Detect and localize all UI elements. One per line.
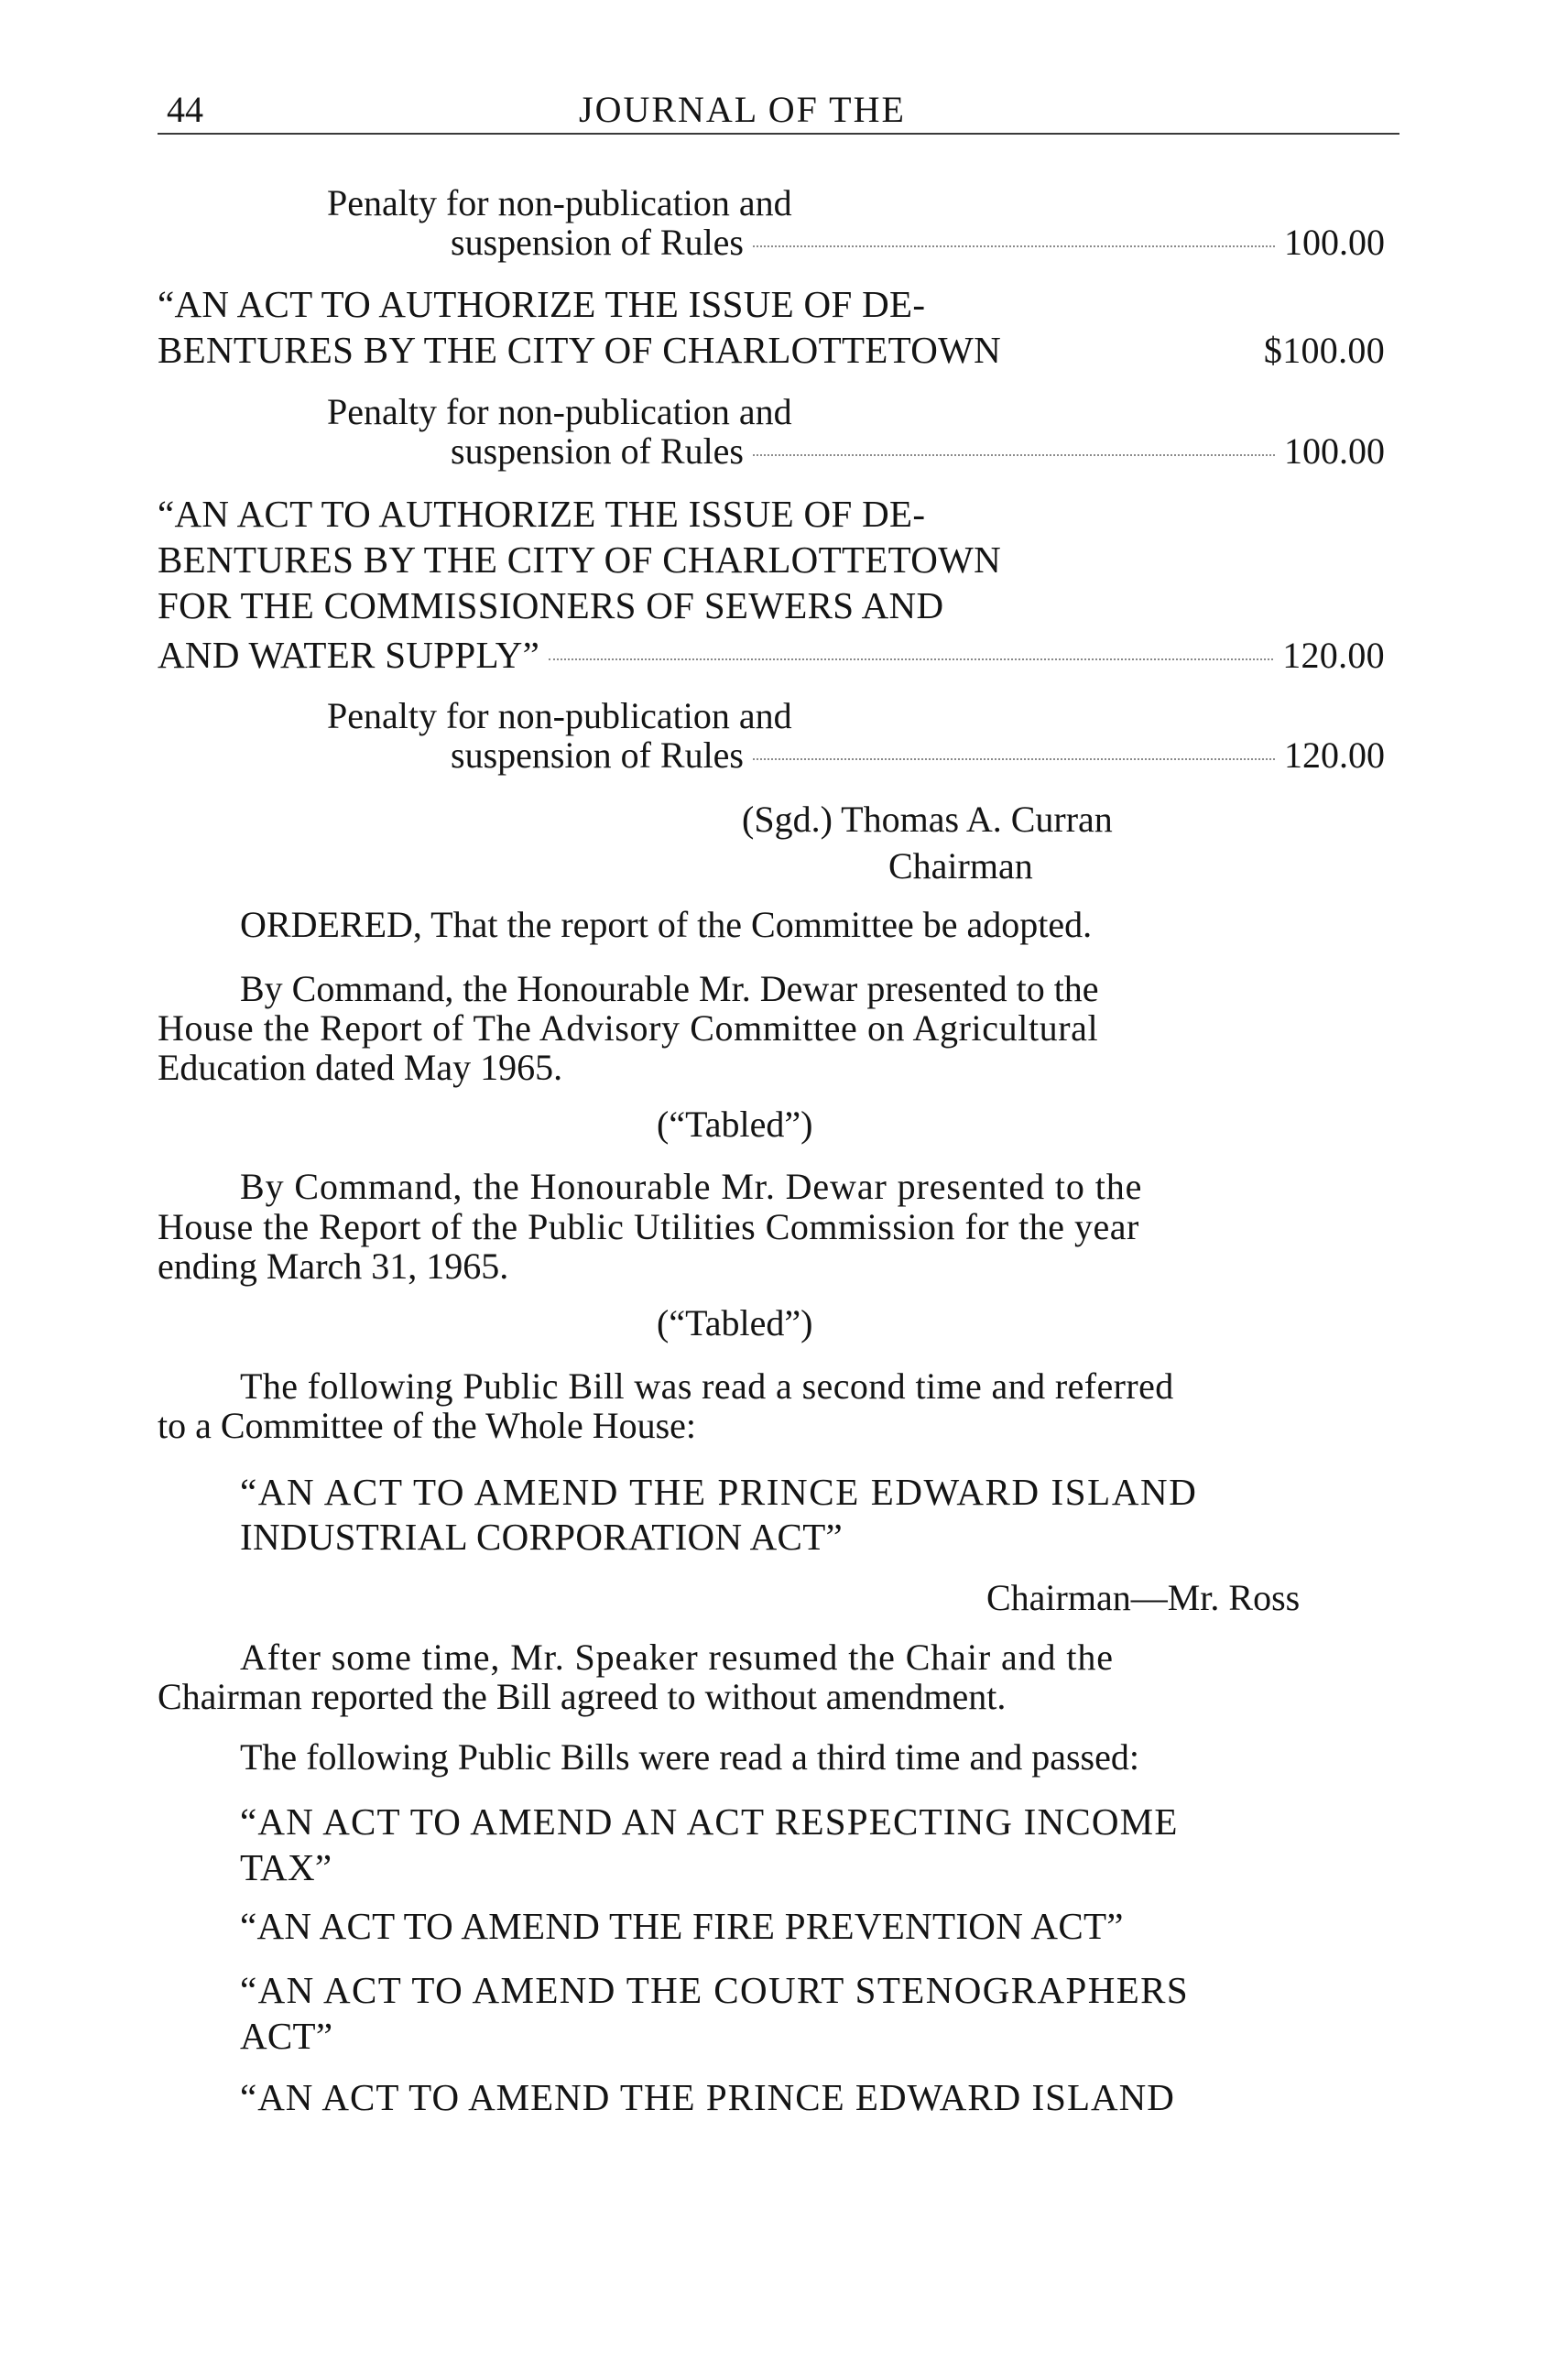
- ordered-text: ORDERED, That the report of the Committee be adopted.: [240, 904, 1093, 945]
- bill-title-line: ACT”: [240, 2015, 333, 2057]
- dot-leader: [549, 658, 1273, 660]
- fee-amount: 120.00: [1282, 635, 1385, 676]
- command1-line: By Command, the Honourable Mr. Dewar presented to the: [240, 968, 1099, 1009]
- fee-line: [158, 327, 1385, 374]
- running-title: JOURNAL OF THE: [579, 89, 906, 130]
- fee-amount: $100.00: [1263, 330, 1385, 371]
- bill-title-line: “AN ACT TO AMEND THE PRINCE EDWARD ISLAND: [240, 2076, 1175, 2118]
- dot-leader: [753, 758, 1275, 760]
- page-number: 44: [167, 89, 203, 130]
- act-title-line: AND WATER SUPPLY”: [158, 634, 540, 676]
- bill-title-line: “AN ACT TO AMEND THE PRINCE EDWARD ISLAND: [240, 1471, 1198, 1513]
- act-title-line: BENTURES BY THE CITY OF CHARLOTTETOWN: [158, 329, 1002, 371]
- header-rule: [158, 133, 1399, 135]
- bill-title-line: “AN ACT TO AMEND THE FIRE PREVENTION ACT”: [240, 1905, 1124, 1947]
- bill-title-line: INDUSTRIAL CORPORATION ACT”: [240, 1516, 844, 1558]
- tabled-note: (“Tabled”): [657, 1302, 813, 1343]
- committee-chairman: Chairman—Mr. Ross: [986, 1577, 1301, 1618]
- fee-line: [451, 223, 1385, 263]
- after-time-line: After some time, Mr. Speaker resumed the Chair and the: [240, 1637, 1114, 1678]
- penalty-line1: Penalty for non-publication and: [327, 391, 792, 432]
- fee-line: [451, 735, 1385, 776]
- command1-line: Education dated May 1965.: [158, 1047, 563, 1088]
- fee-line: [158, 632, 1385, 679]
- second-reading-line: The following Public Bill was read a second time and referred: [240, 1365, 1174, 1407]
- penalty-line1: Penalty for non-publication and: [327, 182, 792, 223]
- command2-line: ending March 31, 1965.: [158, 1245, 509, 1287]
- command2-line: House the Report of the Public Utilities Commission for the year: [158, 1206, 1139, 1247]
- act-title-line: BENTURES BY THE CITY OF CHARLOTTETOWN: [158, 538, 1002, 581]
- fee-amount: 100.00: [1284, 222, 1385, 263]
- third-reading-text: The following Public Bills were read a third time and passed:: [240, 1736, 1139, 1778]
- act-title-line: “AN ACT TO AUTHORIZE THE ISSUE OF DE-: [158, 283, 926, 325]
- act-title-line: FOR THE COMMISSIONERS OF SEWERS AND: [158, 584, 944, 626]
- second-reading-line: to a Committee of the Whole House:: [158, 1405, 697, 1446]
- dot-leader: [753, 454, 1275, 456]
- dot-leader: [753, 245, 1275, 247]
- tabled-note: (“Tabled”): [657, 1104, 813, 1145]
- penalty-line2: suspension of Rules: [451, 222, 744, 263]
- after-time-line: Chairman reported the Bill agreed to without amendment.: [158, 1676, 1007, 1717]
- fee-line: [451, 431, 1385, 472]
- bill-title-line: “AN ACT TO AMEND THE COURT STENOGRAPHERS: [240, 1969, 1190, 2011]
- command2-line: By Command, the Honourable Mr. Dewar presented to the: [240, 1166, 1143, 1207]
- penalty-line1: Penalty for non-publication and: [327, 695, 792, 736]
- signature-title: Chairman: [888, 845, 1033, 886]
- paragraph-line: [240, 969, 1385, 1009]
- penalty-line2: suspension of Rules: [451, 734, 744, 776]
- bill-title-line: TAX”: [240, 1846, 332, 1888]
- signature-name: (Sgd.) Thomas A. Curran: [742, 799, 1113, 840]
- command1-line: House the Report of The Advisory Committee on Agricultural: [158, 1007, 1099, 1049]
- act-title-line: “AN ACT TO AUTHORIZE THE ISSUE OF DE-: [158, 493, 926, 535]
- bill-title-line: “AN ACT TO AMEND AN ACT RESPECTING INCOME: [240, 1800, 1179, 1843]
- fee-amount: 100.00: [1284, 430, 1385, 472]
- penalty-line2: suspension of Rules: [451, 430, 744, 472]
- fee-amount: 120.00: [1284, 734, 1385, 776]
